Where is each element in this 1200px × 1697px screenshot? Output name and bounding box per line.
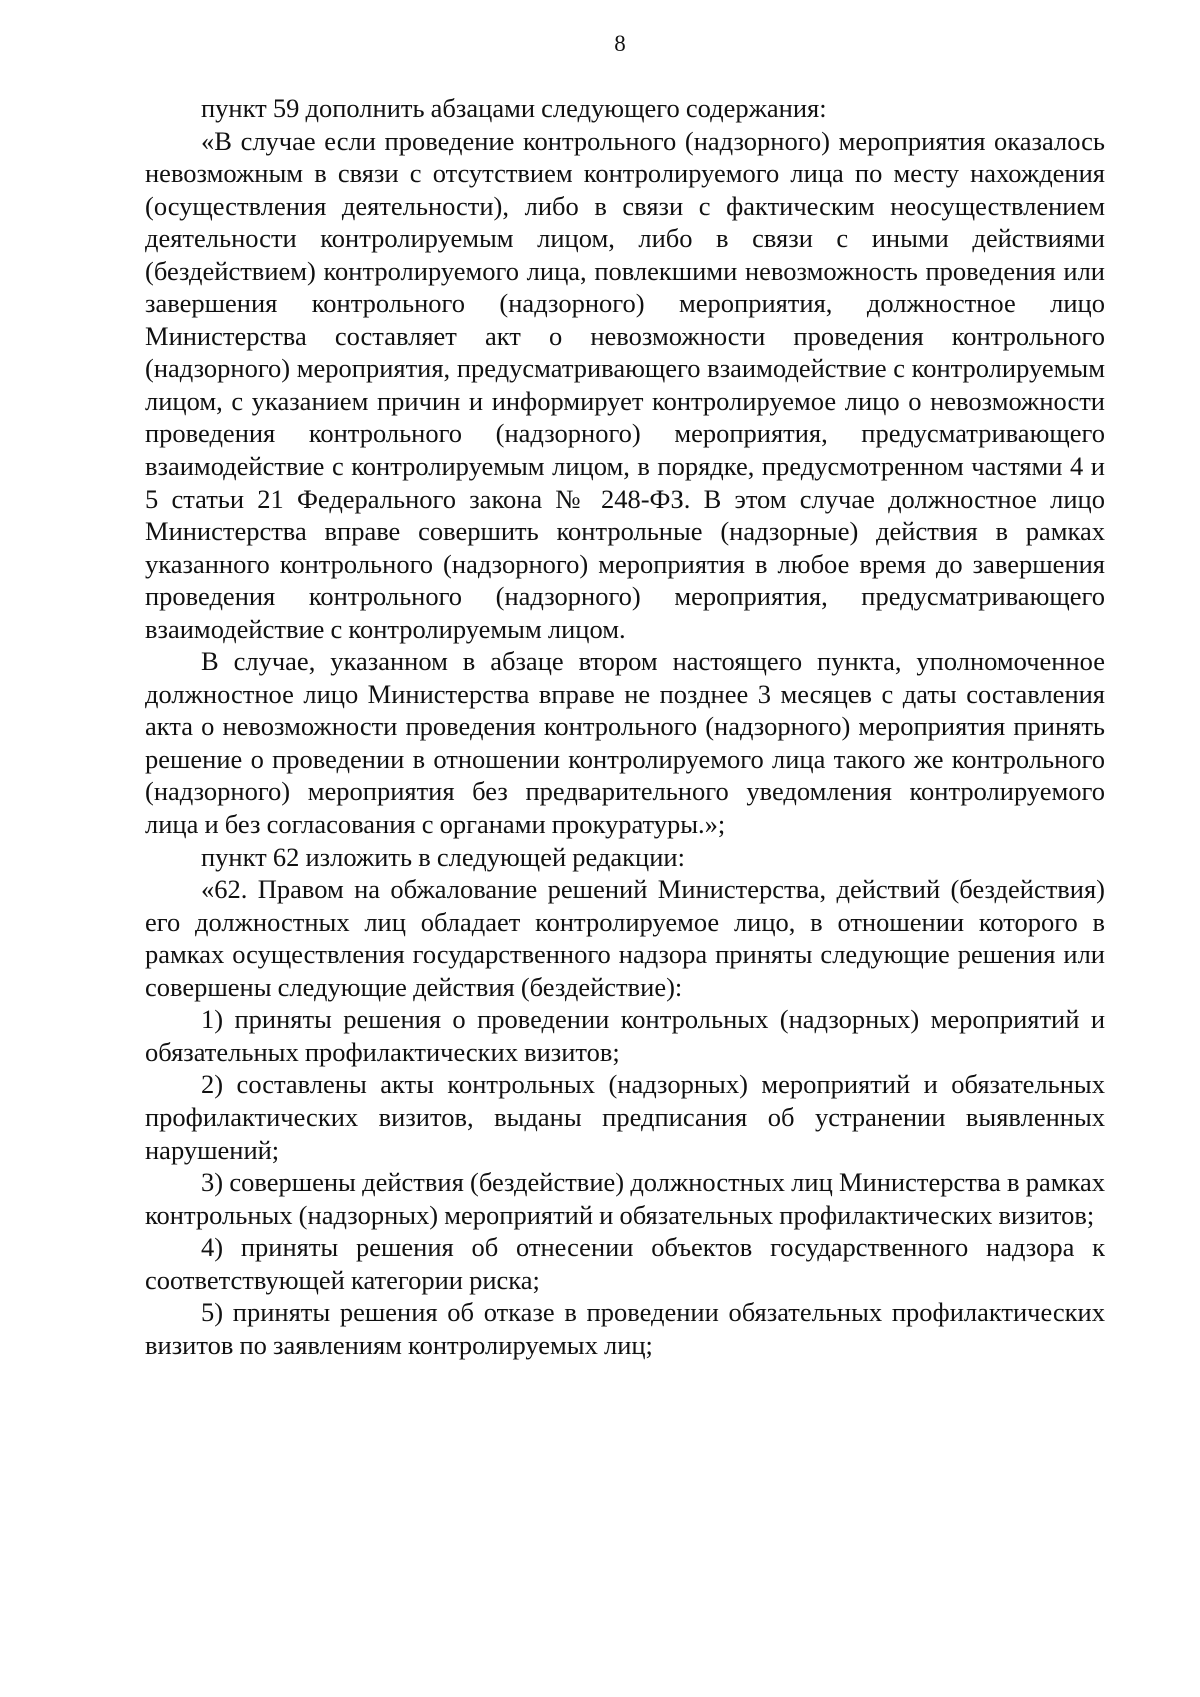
list-item-4: 4) приняты решения об отнесении объектов государственного надзора к соответствующей категории риска; <box>145 1232 1105 1295</box>
paragraph-intro-p62: пункт 62 изложить в следующей редакции: <box>201 841 685 872</box>
paragraph-intro-p59: пункт 59 дополнить абзацами следующего содержания: <box>201 93 827 123</box>
paragraph-repeat-inspection: В случае, указанном в абзаце втором настоящего пункта, уполномоченное должностное лицо Министерства вправе не позднее 3 месяцев с даты составления акта о невозможности проведения контрольного (надзорного) мероприятия принять решение о проведении в отношении контролируемого лица такого же контрольного (надзорного) мероприятия без предварительного уведомления контролируемого лица и без согласования с органами прокуратуры.»; <box>145 646 1105 840</box>
paragraph-quote-impossibility: «В случае если проведение контрольного (надзорного) мероприятия оказалось невозможным в связи с отсутствием контролируемого лица по месту нахождения (осуществления деятельности), либо в связи с фактическим неосуществлением деятельности контролируемым лицом, либо в связи с иными действиями (бездействием) контролируемого лица, повлекшими невозможность проведения или завершения контрольного (надзорного) мероприятия, должностное лицо Министерства составляет акт о невозможности проведения контрольного (надзорного) мероприятия, предусматривающего взаимодействие с контролируемым лицом, с указанием причин и информирует контролируемое лицо о невозможности проведения контрольного (надзорного) мероприятия, предусматривающего взаимодействие с контролируемым лицом, в порядке, предусмотренном частями 4 и 5 статьи 21 Федерального закона № 248-ФЗ. В этом случае должностное лицо Министерства вправе совершить контрольные (надзорные) действия в рамках указанного контрольного (надзорного) мероприятия в любое время до завершения проведения контрольного (надзорного) мероприятия, предусматривающего взаимодействие с контролируемым лицом. <box>145 125 1105 644</box>
paragraph-p62-appeal-right: «62. Правом на обжалование решений Министерства, действий (бездействия) его должностных лиц обладает контролируемое лицо, в отношении которого в рамках осуществления государственного надзора приняты следующие решения или совершены следующие действия (бездействие): <box>145 874 1105 1002</box>
list-item-3: 3) совершены действия (бездействие) должностных лиц Министерства в рамках контрольных (надзорных) мероприятий и обязательных профилактических визитов; <box>145 1167 1105 1230</box>
list-item-2: 2) составлены акты контрольных (надзорных) мероприятий и обязательных профилактических визитов, выданы предписания об устранении выявленных нарушений; <box>145 1069 1105 1165</box>
page-number: 8 <box>614 31 626 56</box>
list-item-5: 5) приняты решения об отказе в проведении обязательных профилактических визитов по заявлениям контролируемых лиц; <box>145 1297 1105 1360</box>
list-item-1: 1) приняты решения о проведении контрольных (надзорных) мероприятий и обязательных профилактических визитов; <box>145 1004 1105 1067</box>
document-body <box>145 92 1105 1361</box>
